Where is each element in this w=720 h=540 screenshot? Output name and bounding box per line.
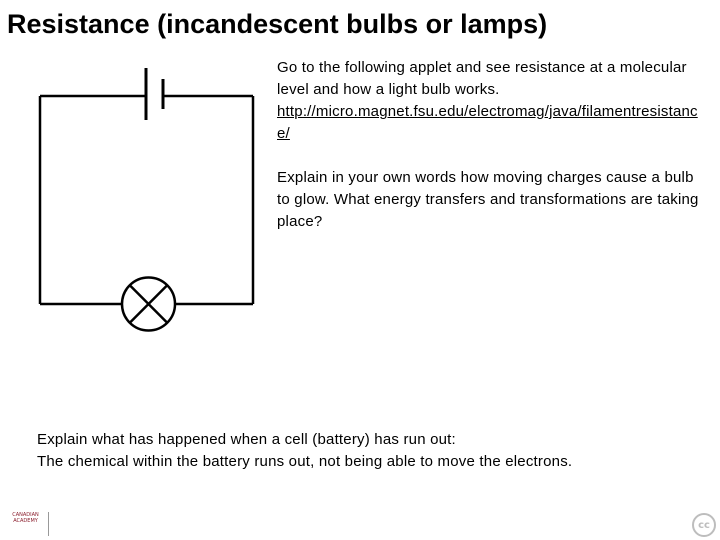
logo-line-2: ACADEMY <box>13 518 38 524</box>
battery-question: Explain what has happened when a cell (battery) has run out: <box>37 431 456 448</box>
applet-instructions <box>277 57 702 233</box>
school-logo <box>3 512 49 536</box>
battery-section <box>37 429 617 473</box>
applet-link[interactable]: http://micro.magnet.fsu.edu/electromag/java/filamentresistance/ <box>277 103 698 142</box>
slide-title: Resistance (incandescent bulbs or lamps) <box>7 9 548 39</box>
cell-symbol-icon <box>146 68 163 120</box>
creative-commons-icon <box>692 513 716 537</box>
cc-label: cc <box>698 519 710 531</box>
lamp-symbol-icon <box>122 278 175 331</box>
battery-answer: The chemical within the battery runs out, not being able to move the electrons. <box>37 453 573 470</box>
glow-question: Explain in your own words how moving charges cause a bulb to glow. What energy transfers and transformations are taking place? <box>277 169 699 230</box>
applet-instruction: Go to the following applet and see resistance at a molecular level and how a light bulb works. <box>277 59 687 98</box>
logo-line-1: CANADIAN <box>12 512 39 518</box>
applet-instruction-text <box>277 57 702 145</box>
